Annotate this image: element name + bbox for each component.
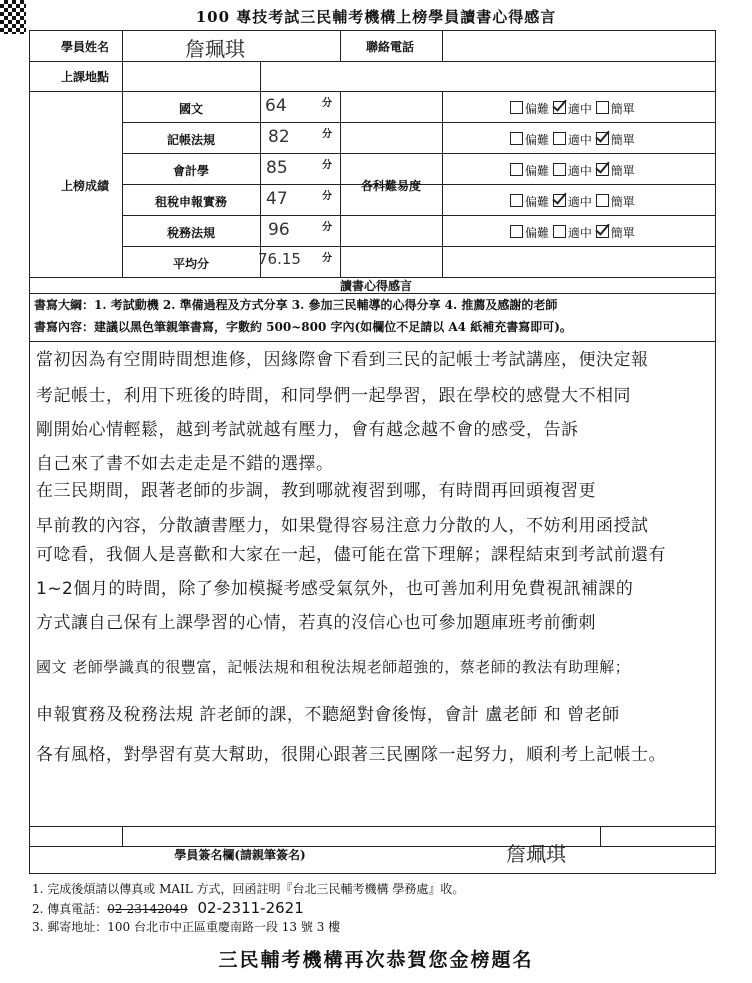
- average-score[interactable]: 76.15: [258, 250, 301, 268]
- score-unit: 分: [322, 98, 332, 109]
- subject-score[interactable]: 96: [268, 220, 290, 240]
- name-label: 學員姓名: [60, 40, 109, 54]
- difficulty-row-2: 偏難 適中 簡單: [510, 131, 635, 148]
- subject-name: 稅務法規: [166, 226, 215, 240]
- essay-line: 可唸看，我個人是喜歡和大家在一起，儘可能在當下理解；課程結束到考試前還有: [36, 545, 666, 565]
- difficulty-row-1: 偏難 適中 簡單: [510, 100, 635, 117]
- subject-score[interactable]: 47: [266, 189, 288, 209]
- checkbox-hard[interactable]: [510, 163, 523, 176]
- checkbox-medium[interactable]: [553, 163, 566, 176]
- essay-line: 方式讓自己保有上課學習的心情，若真的沒信心也可參加題庫班考前衝刺: [36, 613, 596, 633]
- essay-line: 在三民期間，跟著老師的步調，教到哪就複習到哪，有時間再回頭複習更: [36, 481, 596, 501]
- difficulty-row-5: 偏難 適中 簡單: [510, 224, 635, 241]
- essay-line: 考記帳士，利用下班後的時間，和同學們一起學習，跟在學校的感覺大不相同: [36, 386, 631, 406]
- average-label: 平均分: [172, 257, 209, 271]
- essay-line: 1~2個月的時間，除了參加模擬考感受氣氛外，也可善加利用免費視訊補課的: [36, 579, 634, 599]
- score-unit: 分: [322, 222, 332, 233]
- subject-name: 會計學: [172, 164, 209, 178]
- score-unit: 分: [322, 160, 332, 171]
- essay-instructions: 書寫內容：建議以黑色筆親筆書寫，字數約 500~800 字內(如欄位不足請以 A4 紙補充書寫即可)。: [34, 320, 572, 334]
- essay-section-title: 讀書心得感言: [339, 279, 412, 293]
- subject-name: 租稅申報實務: [154, 195, 227, 209]
- scores-label: 上榜成績: [60, 179, 109, 193]
- closing-message: 三民輔考機構再次恭賀您金榜題名: [218, 949, 534, 971]
- checkbox-hard[interactable]: [510, 225, 523, 238]
- location-label: 上課地點: [60, 70, 109, 84]
- checkbox-medium[interactable]: [553, 101, 566, 114]
- subject-name: 國文: [178, 102, 203, 116]
- checkbox-hard[interactable]: [510, 194, 523, 207]
- score-unit: 分: [322, 129, 332, 140]
- difficulty-label: 各科難易度: [360, 179, 421, 193]
- footer-note-address: 3. 郵寄地址：100 台北市中正區重慶南路一段 13 號 3 樓: [32, 920, 341, 934]
- subject-score[interactable]: 85: [266, 158, 288, 178]
- essay-outline: 書寫大綱：1. 考試動機 2. 準備過程及方式分享 3. 參加三民輔導的心得分享 4. 推薦及感謝的老師: [34, 298, 558, 312]
- essay-line: 各有風格，對學習有莫大幫助，很開心跟著三民團隊一起努力，順利考上記帳士。: [36, 745, 666, 765]
- signature-value[interactable]: 詹珮琪: [506, 842, 566, 866]
- checkbox-easy[interactable]: [596, 163, 609, 176]
- difficulty-row-4: 偏難 適中 簡單: [510, 193, 635, 210]
- checkbox-medium[interactable]: [553, 225, 566, 238]
- essay-line: 申報實務及稅務法規 許老師的課，不聽絕對會後悔，會計 盧老師 和 曾老師: [36, 705, 620, 725]
- essay-line: 國文 老師學識真的很豐富，記帳法規和租稅法規老師超強的，蔡老師的教法有助理解；: [36, 658, 631, 676]
- signature-label: 學員簽名欄(請親筆簽名): [174, 848, 306, 862]
- checkbox-hard[interactable]: [510, 101, 523, 114]
- essay-line: 剛開始心情輕鬆，越到考試就越有壓力，會有越念越不會的感受，告訴: [36, 420, 579, 440]
- name-value[interactable]: 詹珮琪: [185, 37, 245, 61]
- subject-score[interactable]: 82: [268, 127, 290, 147]
- essay-line: 自己來了書不如去走走是不錯的選擇。: [36, 454, 334, 474]
- checkbox-hard[interactable]: [510, 132, 523, 145]
- fax-new-number: 02-2311-2621: [197, 899, 304, 917]
- checkbox-easy[interactable]: [596, 132, 609, 145]
- subject-score[interactable]: 64: [265, 96, 287, 116]
- phone-label: 聯絡電話: [365, 40, 414, 54]
- checkbox-easy[interactable]: [596, 194, 609, 207]
- essay-line: 早前教的內容，分散讀書壓力，如果覺得容易注意力分散的人，不妨利用函授試: [36, 516, 649, 536]
- checkbox-medium[interactable]: [553, 132, 566, 145]
- checkbox-easy[interactable]: [596, 225, 609, 238]
- page-title: 100 專技考試三民輔考機構上榜學員讀書心得感言: [195, 8, 557, 26]
- subject-name: 記帳法規: [166, 133, 215, 147]
- checkbox-easy[interactable]: [596, 101, 609, 114]
- difficulty-row-3: 偏難 適中 簡單: [510, 162, 635, 179]
- fax-old-number: 02-23142049: [107, 902, 188, 916]
- score-unit: 分: [322, 191, 332, 202]
- score-unit: 分: [322, 253, 332, 264]
- essay-line: 當初因為有空閒時間想進修，因緣際會下看到三民的記帳士考試講座，便決定報: [36, 350, 649, 370]
- footer-note-fax: 2. 傳真電話：02-23142049 02-2311-2621: [32, 899, 304, 917]
- footer-note-return: 1. 完成後煩請以傳真或 MAIL 方式，回函註明『台北三民輔考機構 學務處』收。: [32, 882, 465, 896]
- checkbox-medium[interactable]: [553, 194, 566, 207]
